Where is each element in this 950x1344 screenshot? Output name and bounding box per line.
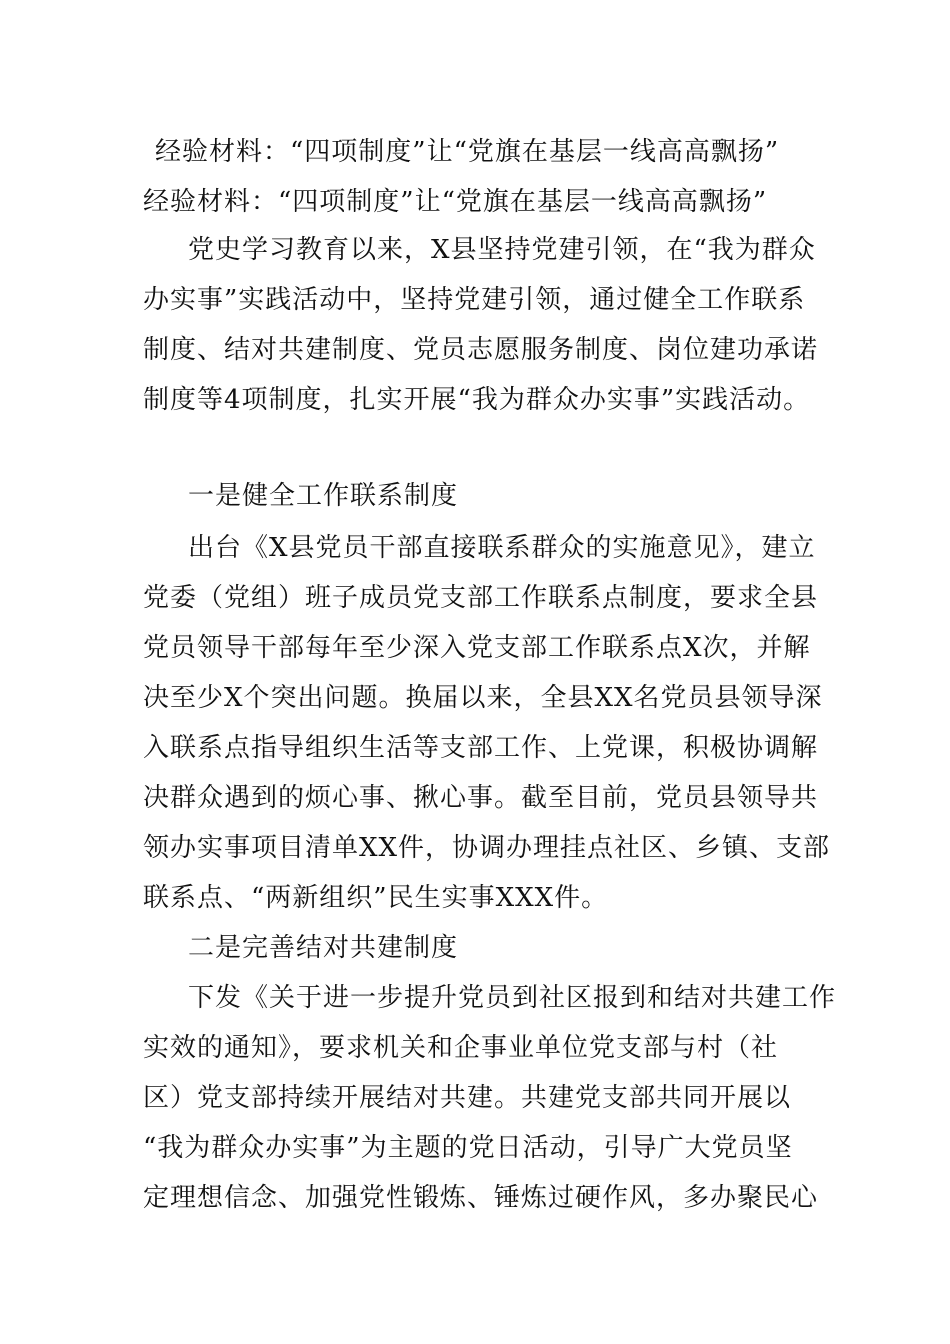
paragraph-line: 出台《X县党员干部直接联系群众的实施意见》，建立 — [188, 533, 816, 563]
paragraph-line: 决至少X个突出问题。换届以来，全县XX名党员县领导深 — [143, 683, 823, 713]
paragraph-line: 制度等4项制度，扎实开展“我为群众办实事”实践活动。 — [143, 385, 811, 415]
paragraph-line: 领办实事项目清单XX件，协调办理挂点社区、乡镇、支部 — [143, 833, 831, 863]
paragraph-line: 党史学习教育以来，X县坚持党建引领，在“我为群众 — [188, 235, 816, 265]
paragraph-line: 决群众遇到的烦心事、揪心事。截至目前，党员县领导共 — [143, 783, 819, 813]
paragraph-line: 联系点、“两新组织”民生实事XXX件。 — [143, 883, 609, 913]
document-title: 经验材料：“四项制度”让“党旗在基层一线高高飘扬” — [155, 137, 780, 167]
paragraph-line: 制度、结对共建制度、党员志愿服务制度、岗位建功承诺 — [143, 335, 819, 365]
paragraph-line: 定理想信念、加强党性锻炼、锤炼过硬作风，多办聚民心 — [143, 1183, 819, 1213]
section-heading: 一是健全工作联系制度 — [188, 481, 459, 511]
paragraph-line: 实效的通知》，要求机关和企事业单位党支部与村（社 — [143, 1033, 779, 1063]
paragraph-line: 办实事”实践活动中，坚持党建引领，通过健全工作联系 — [143, 285, 806, 315]
paragraph-line: 区）党支部持续开展结对共建。共建党支部共同开展以 — [143, 1083, 792, 1113]
paragraph-line: 党委（党组）班子成员党支部工作联系点制度，要求全县 — [143, 583, 819, 613]
paragraph-line: 党员领导干部每年至少深入党支部工作联系点X次，并解 — [143, 633, 811, 663]
document-title-repeat: 经验材料：“四项制度”让“党旗在基层一线高高飘扬” — [143, 187, 768, 217]
section-heading: 二是完善结对共建制度 — [188, 933, 459, 963]
paragraph-line: “我为群众办实事”为主题的党日活动，引导广大党员坚 — [143, 1133, 793, 1163]
paragraph-line: 入联系点指导组织生活等支部工作、上党课，积极协调解 — [143, 733, 819, 763]
paragraph-line: 下发《关于进一步提升党员到社区报到和结对共建工作 — [188, 983, 837, 1013]
